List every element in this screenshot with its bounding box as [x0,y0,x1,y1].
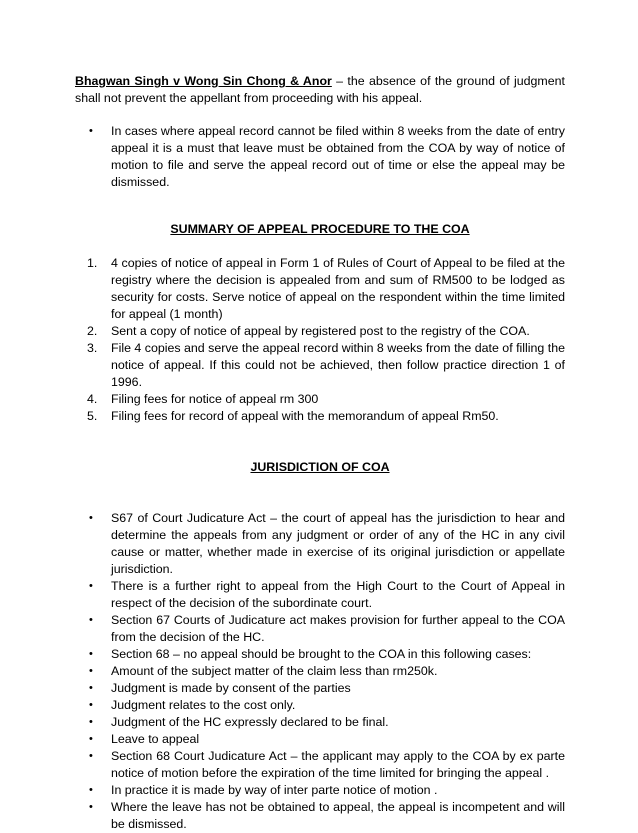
bullet-icon: • [89,125,93,137]
bullet-icon: • [89,716,93,728]
list-number: 2. [87,324,98,338]
bullet-icon: • [89,801,93,813]
list-item-text: Where the leave has not be obtained to appeal, the appeal is incompetent and will be dismissed. [111,800,565,831]
jurisdiction-list [75,510,565,833]
intro-paragraph [75,73,565,107]
list-item [75,612,565,646]
list-item [75,408,565,425]
bullet-icon: • [89,665,93,677]
bullet-icon: • [89,682,93,694]
list-item [75,748,565,782]
list-number: 4. [87,392,98,406]
list-item-text: Leave to appeal [111,732,200,746]
bullet-icon: • [89,750,93,762]
list-item [75,680,565,697]
list-item-text: S67 of Court Judicature Act – the court of appeal has the jurisdiction to hear and determine the appeals from any judgment or order of any of the HC in any civil cause or matter, whether made in exercise of its original jurisdiction or appellate jurisdiction. [111,511,565,576]
list-item-text: Section 68 – no appeal should be brought to the COA in this following cases: [111,647,532,661]
list-item-text: Judgment is made by consent of the parties [111,681,351,695]
intro-text: – the absence of the ground of judgment shall not prevent the appellant from proceeding with his appeal. [75,74,565,105]
jurisdiction-heading: JURISDICTION OF COA [250,460,390,474]
list-number: 3. [87,341,98,355]
list-item-text: Filing fees for record of appeal with the memorandum of appeal Rm50. [111,409,499,423]
list-item-text: Filing fees for notice of appeal rm 300 [111,392,319,406]
bullet-icon: • [89,512,93,524]
list-item [75,646,565,663]
list-item [75,782,565,799]
list-item [75,340,565,391]
summary-heading: SUMMARY OF APPEAL PROCEDURE TO THE COA [170,222,470,236]
list-item-text: Judgment of the HC expressly declared to be final. [111,715,389,729]
list-item-text: Judgment relates to the cost only. [111,698,296,712]
list-item [75,731,565,748]
list-item-text: 4 copies of notice of appeal in Form 1 of Rules of Court of Appeal to be filed at the registry where the decision is appealed from and sum of RM500 to be lodged as security for costs. Serve notice of appeal on the respondent within the time limited for appeal (1 month) [111,256,565,321]
case-name: Bhagwan Singh v Wong Sin Chong & Anor [75,74,332,88]
list-item-text: There is a further right to appeal from the High Court to the Court of Appeal in respect of the decision of the subordinate court. [111,579,565,610]
list-item [75,799,565,833]
list-item [75,663,565,680]
bullet-icon: • [89,784,93,796]
bullet-icon: • [89,699,93,711]
list-item-text: File 4 copies and serve the appeal record within 8 weeks from the date of filling the notice of appeal. If this could not be achieved, then follow practice direction 1 of 1996. [111,341,565,389]
list-item-text: Section 67 Courts of Judicature act makes provision for further appeal to the COA from the decision of the HC. [111,613,565,644]
bullet-icon: • [89,614,93,626]
list-item [75,255,565,323]
list-item [75,323,565,340]
list-item-text: In cases where appeal record cannot be filed within 8 weeks from the date of entry appeal it is a must that leave must be obtained from the COA by way of notice of motion to file and serve the appeal record out of time or else the appeal may be dismissed. [111,124,565,189]
summary-list [75,255,565,425]
list-item [75,697,565,714]
list-number: 1. [87,256,98,270]
bullet-icon: • [89,648,93,660]
list-item [75,578,565,612]
list-item-text: In practice it is made by way of inter parte notice of motion . [111,783,438,797]
list-item-text: Sent a copy of notice of appeal by registered post to the registry of the COA. [111,324,530,338]
list-item [75,510,565,578]
list-item [75,391,565,408]
bullet-list-leave [75,123,565,191]
bullet-icon: • [89,733,93,745]
bullet-icon: • [89,580,93,592]
list-number: 5. [87,409,98,423]
list-item-text: Amount of the subject matter of the claim less than rm250k. [111,664,438,678]
list-item [75,123,565,191]
document-page [75,73,565,833]
list-item [75,714,565,731]
list-item-text: Section 68 Court Judicature Act – the applicant may apply to the COA by ex parte notice of motion before the expiration of the time limited for bringing the appeal . [111,749,565,780]
